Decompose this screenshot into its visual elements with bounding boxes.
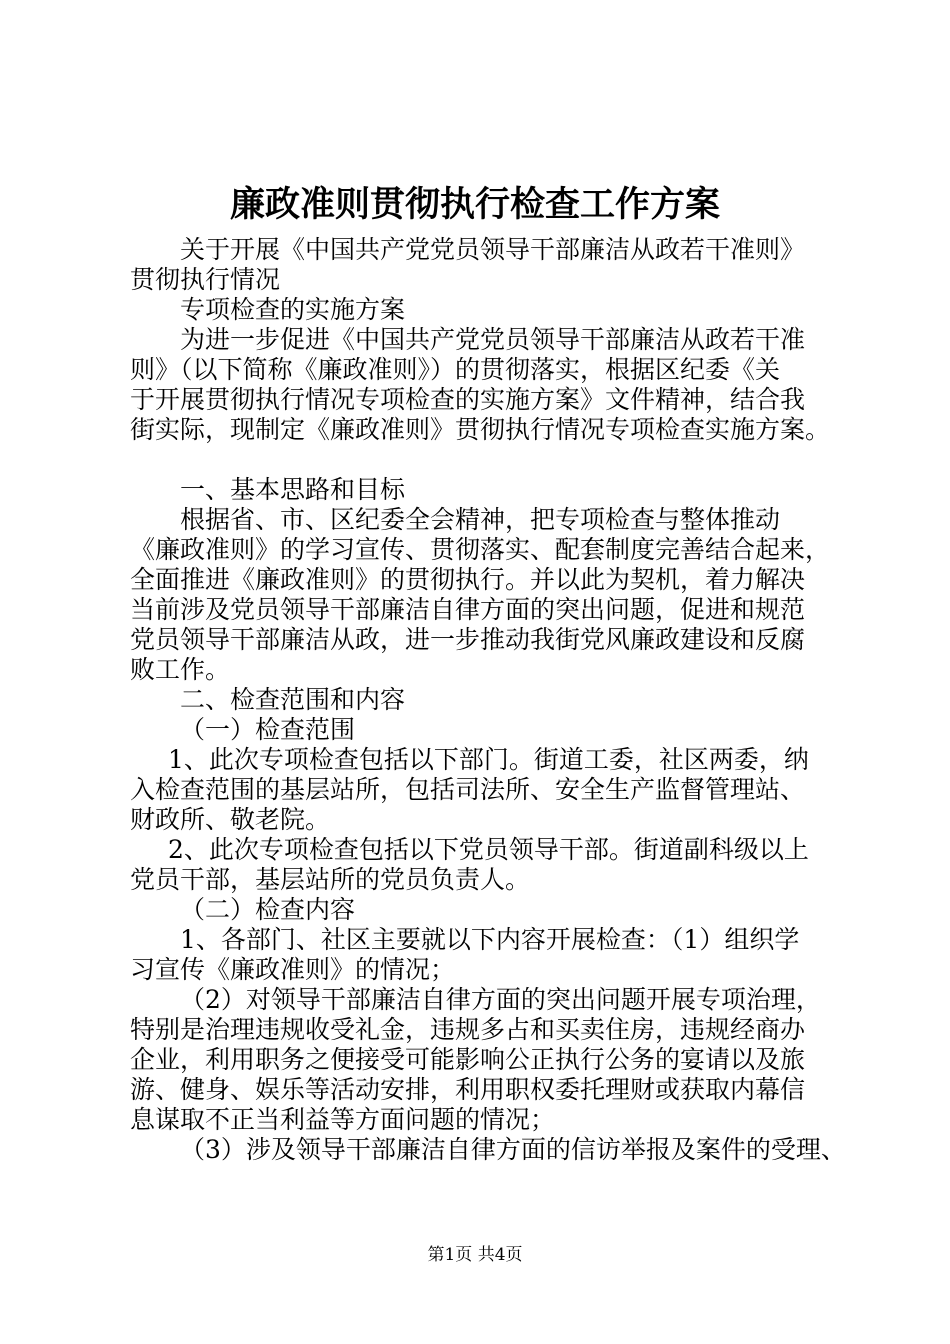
text-line: 贯彻执行情况 [130, 265, 281, 294]
text-line: 《廉政准则》的学习宣传、贯彻落实、配套制度完善结合起来， [130, 535, 831, 564]
document-body [130, 235, 850, 1165]
page-footer: 第1页 共4页 [427, 1245, 523, 1265]
text-line: 败工作。 [130, 655, 231, 684]
text-line: 财政所、敬老院。 [130, 805, 331, 834]
text-line: 为进一步促进《中国共产党党员领导干部廉洁从政若干准 [180, 325, 806, 354]
text-line: 一、基本思路和目标 [180, 475, 406, 504]
text-line: （一）检查范围 [180, 715, 356, 744]
text-line: （二）检查内容 [180, 895, 356, 924]
text-line: 关于开展《中国共产党党员领导干部廉洁从政若干准则》 [180, 235, 806, 264]
text-line: 街实际，现制定《廉政准则》贯彻执行情况专项检查实施方案。 [130, 415, 831, 444]
text-line: 党员领导干部廉洁从政，进一步推动我街党风廉政建设和反腐 [130, 625, 806, 654]
text-line: 当前涉及党员领导干部廉洁自律方面的突出问题，促进和规范 [130, 595, 806, 624]
text-line: 1、各部门、社区主要就以下内容开展检查：（1）组织学 [180, 925, 800, 954]
text-line: 于开展贯彻执行情况专项检查的实施方案》文件精神，结合我 [130, 385, 806, 414]
text-line: 根据省、市、区纪委全会精神，把专项检查与整体推动 [180, 505, 781, 534]
text-line: 息谋取不正当利益等方面问题的情况； [130, 1105, 556, 1134]
text-line: 习宣传《廉政准则》的情况； [130, 955, 456, 984]
text-line: 则》（以下简称《廉政准则》）的贯彻落实，根据区纪委《关 [130, 355, 781, 384]
text-line: （3）涉及领导干部廉洁自律方面的信访举报及案件的受理、 [180, 1135, 846, 1164]
text-line: 专项检查的实施方案 [180, 295, 406, 324]
text-line: （2）对领导干部廉洁自律方面的突出问题开展专项治理， [180, 985, 821, 1014]
text-line: 党员干部，基层站所的党员负责人。 [130, 865, 531, 894]
text-line: 2、此次专项检查包括以下党员领导干部。街道副科级以上 [168, 835, 809, 864]
text-line: 全面推进《廉政准则》的贯彻执行。并以此为契机，着力解决 [130, 565, 806, 594]
text-line: 入检查范围的基层站所，包括司法所、安全生产监督管理站、 [130, 775, 806, 804]
text-line: 特别是治理违规收受礼金，违规多占和买卖住房，违规经商办 [130, 1015, 806, 1044]
text-line: 二、检查范围和内容 [180, 685, 406, 714]
text-line: 企业，利用职务之便接受可能影响公正执行公务的宴请以及旅 [130, 1045, 806, 1074]
blank-line [130, 445, 850, 475]
document-title: 廉政准则贯彻执行检查工作方案 [229, 184, 720, 225]
text-line: 1、此次专项检查包括以下部门。街道工委，社区两委，纳 [168, 745, 809, 774]
text-line: 游、健身、娱乐等活动安排，利用职权委托理财或获取内幕信 [130, 1075, 806, 1104]
